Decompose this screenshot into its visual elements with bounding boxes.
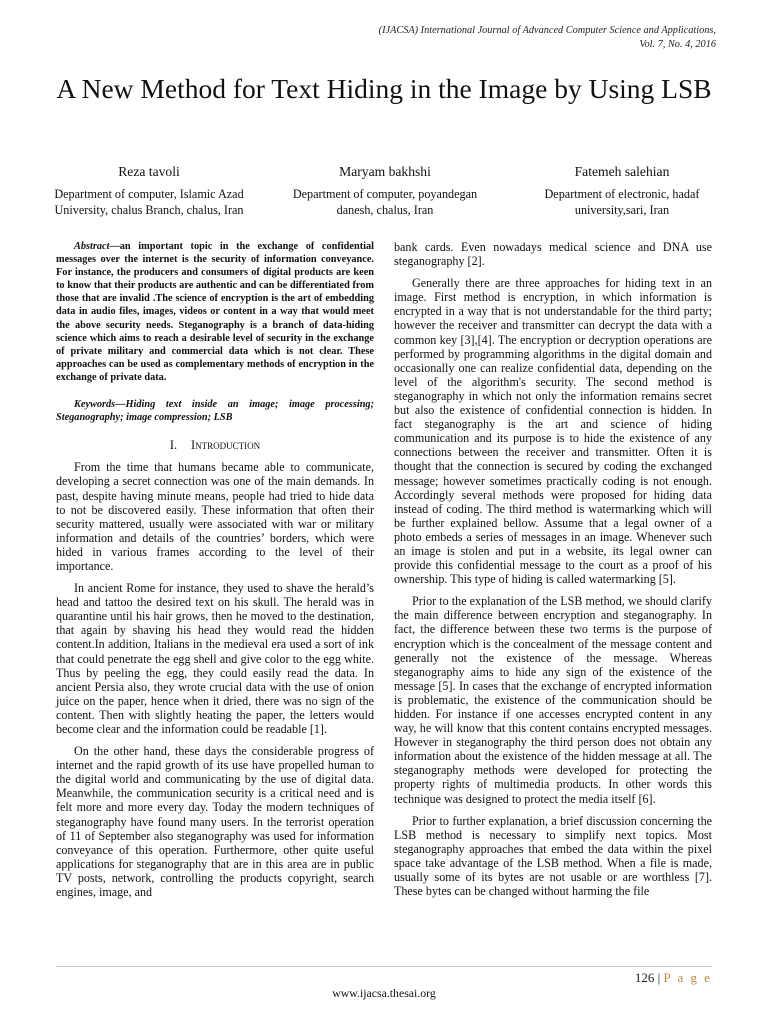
body-paragraph: In ancient Rome for instance, they used to shave the herald’s head and tattoo the desired text on his skull. The herald was in quarantine until his hair grows, then he moved to the destination, that again by shaving his head they would read the hidden content.In addition, Italians in the medieval era used a sort of ink that could penetrate the egg shell and give color to the egg white. Thus by peeling the egg, they could easily read the data. In ancient Persia also, they wrote crucial data with the use of onion juice on the paper, hence when it dried, there was no sign of the content. Then with slightly heating the paper, the letters would become clear and the information could be readable [1]. <box>56 581 374 736</box>
left-column <box>56 240 374 899</box>
footer-divider <box>56 966 712 967</box>
author-affiliation: Department of computer, Islamic Azad University, chalus Branch, chalus, Iran <box>54 187 244 217</box>
keywords-text: —Hiding text inside an image; image processing; Steganography; image compression; LSB <box>56 399 374 424</box>
abstract-label: Abstract <box>74 241 110 252</box>
keywords-label: Keywords <box>74 399 116 411</box>
section-heading <box>56 438 374 452</box>
right-column <box>394 240 712 898</box>
author-block <box>278 164 492 218</box>
website-link[interactable]: www.ijacsa.thesai.org <box>332 986 436 1000</box>
journal-volume: Vol. 7, No. 4, 2016 <box>639 39 716 50</box>
section-number: I. <box>169 438 178 453</box>
author-name: Fatemeh salehian <box>574 164 670 179</box>
page-number <box>635 970 712 986</box>
author-block <box>512 164 732 218</box>
author-block <box>40 164 258 218</box>
paper-title: A New Method for Text Hiding in the Image by Using LSB <box>56 73 712 104</box>
page-number-value: 126 <box>634 970 655 985</box>
journal-header <box>256 24 716 52</box>
body-paragraph: From the time that humans became able to communicate, developing a secret connection was one of the main demands. In past, despite having minute means, people had tried to hide data to not be discovered easily. These information that often their security mattered, usually were associated with war or military information and details of the countries’ borders, which were hided in various frames according to the level of their importance. <box>56 460 374 573</box>
body-paragraph: Prior to further explanation, a brief discussion concerning the LSB method is necessary to simplify next topics. Most steganography approaches that embed the data within the pixel space take advantage of the LSB method. When a file is made, usually some of its bytes are not usable or are worthless [7]. These bytes can be changed without harming the file <box>394 813 712 899</box>
keywords <box>56 398 374 424</box>
body-paragraph: Generally there are three approaches for hiding text in an image. First method is encryption, in which information is encrypted in a way that is not understandable for the third party; however the receiver and transmitter can decrypt the data with a common key [3],[4]. The encryption or decryption operations are performed by programming algorithms in the digital domain and occasionally one can realize confidential data, depending on the level of the algorithm's security. The second method is steganography in which not only the information remains secret but also the existence of confidential connection is hidden. In fact steganography is the art and science of hiding communication and its purpose is to hide the existence of any connections between the receiver and transmitter. Often it is thought that the connection is secured by coding the exchanged message; however sometimes practically coding is not enough. Accordingly several methods were proposed for hiding data instead of coding. The third method is watermarking which will be further explained bellow. Assume that a legal owner of a photo embeds a series of messages in an image. Whenever such an image is stolen and put in a website, its legal owner can provide this confidential message to the court as a proof of his ownership. This type of hiding is called watermarking [5]. <box>394 276 712 587</box>
author-affiliation: Department of electronic, hadaf university,sari, Iran <box>544 187 700 217</box>
body-paragraph: Prior to the explanation of the LSB method, we should clarify the main difference between encryption and steganography. In fact, the difference between these two terms is the purpose of encryption which is the concealment of the message content and generally not the existence of the message. Whereas steganography aims to hide any sign of the existence of the message [5]. In cases that the exchange of encrypted information is problematic, the existence of the communication should be hidden. For instance if one accesses encrypted content in any way, he will know that this content contains encrypted messages. However in steganography the third person does not obtain any information about the existence of the hidden message at all. The steganography methods were developed for protecting the property rights of multimedia products. In other words this technique was designed to protect the media itself [6]. <box>394 594 712 806</box>
page-label: P a g e <box>663 970 712 985</box>
page-number-separator: | <box>657 970 661 985</box>
section-title: Introduction <box>191 438 261 453</box>
author-name: Maryam bakhshi <box>339 164 431 179</box>
abstract-text: —an important topic in the exchange of confidential messages over the internet is the security of information conveyance. For instance, the producers and consumers of digital products are keen to know that their products are authentic and can be differentiated from those that are invalid .The science of encryption is the art of embedding data in audio files, images, videos or content in a way that would meet the above security needs. Steganography is a branch of data-hiding science which aims to reach a desirable level of security in the exchange of private military and commercial data which is not clear. These approaches can be used as complementary methods of encryption in the exchange of private data. <box>56 241 374 383</box>
journal-name: (IJACSA) International Journal of Advanced Computer Science and Applications, <box>378 25 716 36</box>
body-paragraph: On the other hand, these days the considerable progress of internet and the rapid growth of its use have propelled human to the digital world and communicating by the use of digital data. Meanwhile, the communication security is a critical need and is felt more and more every day. Today the modern techniques of steganography have found many users. In the terrorist operation of 11 of September also steganography was used for information conveyance of this operation. Furthermore, other quite useful applications for steganography that are in this area are in public TV posts, network, controlling the products copyright, search engines, image, and <box>56 744 374 900</box>
author-name: Reza tavoli <box>118 164 180 179</box>
body-paragraph: bank cards. Even nowadays medical science and DNA use steganography [2]. <box>394 240 712 269</box>
author-affiliation: Department of computer, poyandegan danesh, chalus, Iran <box>292 187 478 217</box>
abstract <box>56 240 374 384</box>
